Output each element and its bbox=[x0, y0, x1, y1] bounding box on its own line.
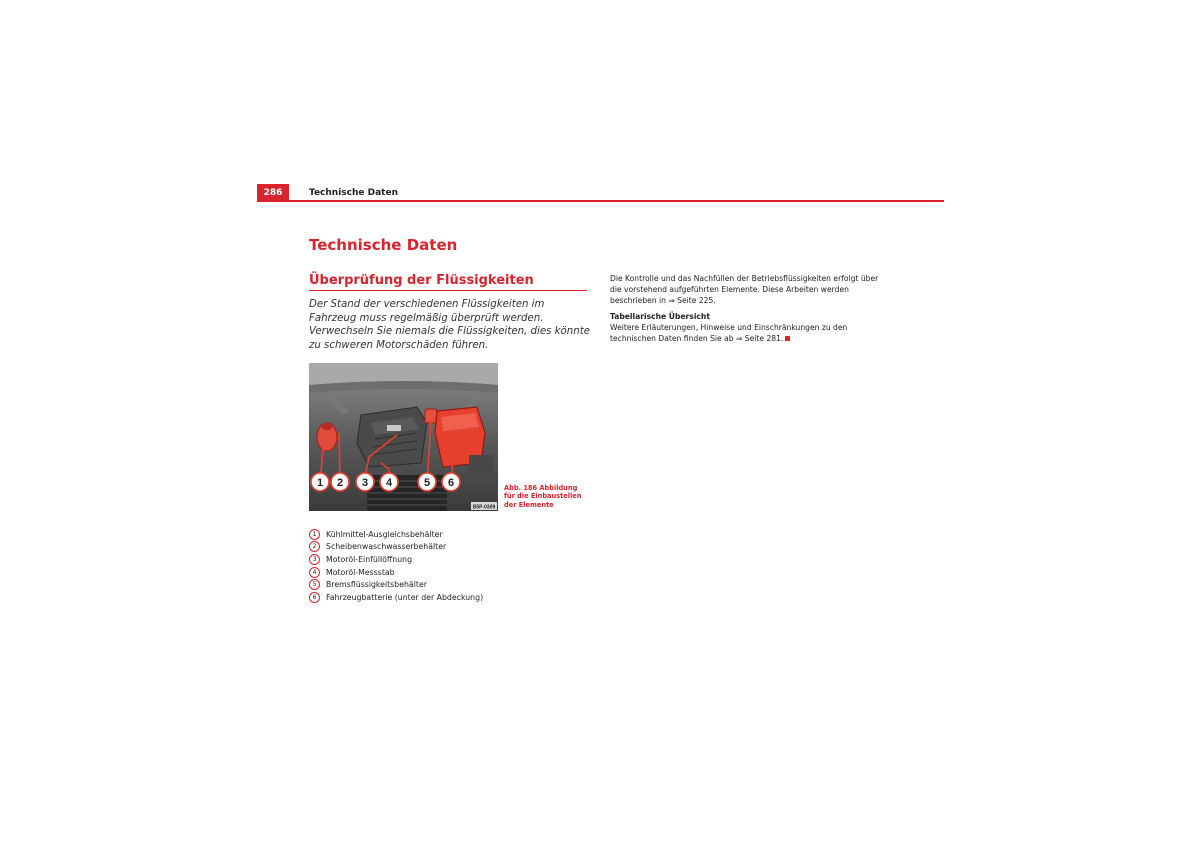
figure-code: B5P-0309 bbox=[472, 504, 496, 511]
legend-number: 3 bbox=[309, 554, 320, 565]
chapter-title: Technische Daten bbox=[309, 236, 458, 254]
section-rule bbox=[309, 290, 587, 291]
paragraph-technical-notes-text: Weitere Erläuterungen, Hinweise und Einschränkungen zu den technischen Daten finden Sie ab ⇒ Seite 281. bbox=[610, 323, 848, 343]
legend-number: 2 bbox=[309, 541, 320, 552]
marker-5 bbox=[418, 473, 436, 491]
legend-item bbox=[309, 541, 483, 554]
marker-1-label: 1 bbox=[316, 477, 324, 489]
legend-label: Motoröl-Messstab bbox=[326, 567, 395, 577]
marker-6-label: 6 bbox=[447, 477, 455, 489]
coolant-cap bbox=[322, 424, 332, 430]
marker-6 bbox=[442, 473, 460, 491]
legend-item bbox=[309, 553, 483, 566]
component-legend bbox=[309, 528, 483, 604]
section-end-icon bbox=[785, 336, 790, 341]
legend-number: 5 bbox=[309, 579, 320, 590]
air-box bbox=[469, 455, 493, 477]
marker-1 bbox=[311, 473, 329, 491]
engine-bay-figure bbox=[309, 363, 498, 511]
marker-5-label: 5 bbox=[423, 477, 431, 489]
marker-4-label: 4 bbox=[385, 477, 393, 489]
marker-2 bbox=[331, 473, 349, 491]
engine-badge bbox=[387, 425, 401, 431]
legend-number: 4 bbox=[309, 567, 320, 578]
section-title: Überprüfung der Flüssigkeiten bbox=[309, 273, 534, 288]
legend-number: 6 bbox=[309, 592, 320, 603]
legend-item bbox=[309, 578, 483, 591]
running-title: Technische Daten bbox=[309, 188, 398, 198]
section-intro: Der Stand der verschiedenen Flüssigkeiten im Fahrzeug muss regelmäßig überprüft werden. Verwechseln Sie niemals die Flüssigkeiten, dies könnte zu schweren Motorschäden führen. bbox=[309, 299, 590, 351]
legend-label: Bremsflüssigkeitsbehälter bbox=[326, 580, 427, 590]
legend-item bbox=[309, 591, 483, 604]
marker-4 bbox=[380, 473, 398, 491]
header-rule bbox=[257, 200, 944, 202]
page-number: 286 bbox=[257, 184, 289, 202]
legend-label: Scheibenwaschwasserbehälter bbox=[326, 542, 447, 552]
paragraph-technical-notes bbox=[610, 323, 890, 345]
subheading-table-overview: Tabellarische Übersicht bbox=[610, 312, 710, 322]
marker-3 bbox=[356, 473, 374, 491]
marker-2-label: 2 bbox=[336, 477, 344, 489]
legend-label: Kühlmittel-Ausgleichsbehälter bbox=[326, 529, 443, 539]
legend-label: Fahrzeugbatterie (unter der Abdeckung) bbox=[326, 592, 484, 602]
marker-3-label: 3 bbox=[361, 477, 369, 489]
legend-label: Motoröl-Einfüllöffnung bbox=[326, 554, 413, 564]
figure-caption: Abb. 186 Abbildung für die Einbaustellen der Elemente bbox=[504, 484, 582, 509]
brake-fluid-reservoir bbox=[425, 409, 437, 423]
legend-item bbox=[309, 566, 483, 579]
paragraph-check-fluids: Die Kontrolle und das Nachfüllen der Betriebsflüssigkeiten erfolgt über die vorstehend aufgeführten Elemente. Diese Arbeiten werden beschrieben in ⇒ Seite 225. bbox=[610, 274, 879, 305]
legend-number: 1 bbox=[309, 529, 320, 540]
legend-item bbox=[309, 528, 483, 541]
right-column bbox=[610, 274, 890, 351]
